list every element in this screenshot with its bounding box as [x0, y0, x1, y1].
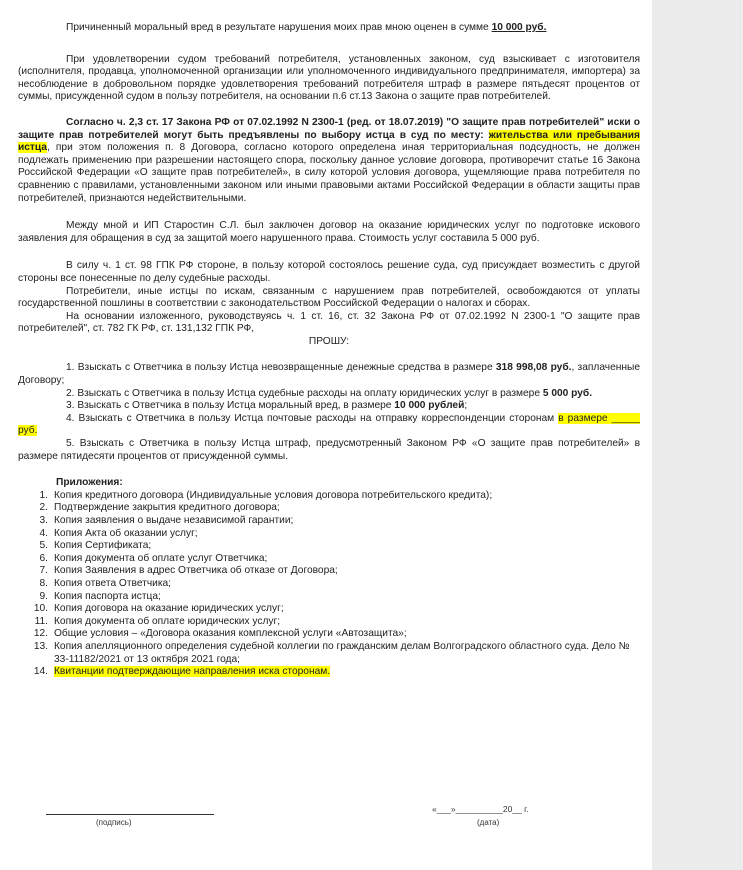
paragraph-moral-damage: Причиненный моральный вред в результате нарушения моих прав мною оценен в сумме 10 000 руб. [66, 22, 547, 33]
list-item: 11. Копия документа об оплате юридических услуг; [34, 615, 281, 627]
request-4: 4. Взыскать с Ответчика в пользу Истца почтовые расходы на отправку корреспонденции сторонам в размере _____ руб. [18, 412, 640, 437]
document-page [18, 0, 640, 679]
highlight-amount: в размере _____ руб. [18, 412, 640, 437]
list-item: 2. Подтверждение закрытия кредитного договора; [39, 502, 280, 514]
paragraph-jurisdiction: Согласно ч. 2,3 ст. 17 Закона РФ от 07.02.1992 N 2300-1 (ред. от 18.07.2019) "О защите прав потребителей" иски о защите прав потребителей могут быть предъявлены по выбору истца в суд по месту: жительства или пребывания истца, при этом положения п. 8 Договора, согласно которого определена иная территориальная подсудность, не должен подлежать применению при разрешении настоящего спора, поскольку данное условие договора, противоречит статье 16 Закона Российской Федерации «О защите прав потребителей», в силу которой условия договора, ущемляющие права потребителя по сравнению с правилами, установленными законом или иными правовыми актами Российской Федерации в области защиты прав потребителей, признаются недействительными. [18, 116, 640, 204]
list-item: 12. Общие условия – «Договора оказания комплексной услуги «Автозащита»; [33, 628, 407, 640]
request-2: 2. Взыскать с Ответчика в пользу Истца судебные расходы на оплату юридических услуг в размере 5 000 руб. [66, 387, 593, 399]
attachments-title: Приложения: [56, 477, 123, 489]
paragraph-legal-services: Между мной и ИП Старостин С.Л. был заключен договор на оказание юридических услуг по подготовке искового заявления для обращения в суд за защитой моего нарушенного права. Стоимость услуг составила 5 000 руб. [18, 220, 640, 244]
list-item: 8. Копия ответа Ответчика; [39, 577, 171, 589]
list-item: 1. Копия кредитного договора (Индивидуальные условия договора потребительского кредита); [39, 489, 493, 501]
attachments-list-last [24, 666, 640, 679]
paragraph-fine: При удовлетворении судом требований потребителя, установленных законом, суд взыскивает с изготовителя (исполнителя, продавца, уполномоченной организации или уполномоченного индивидуального предпринимателя, импортера) за несоблюдение в добровольном порядке удовлетворения требований потребителя штраф в размере пятьдесят процентов от суммы, присужденной судом в пользу потребителя, на основании п.6 ст.13 Закона о защите прав потребителей. [18, 53, 640, 103]
highlight-residence: жительства или пребывания истца [18, 129, 640, 154]
list-item: 3. Копия заявления о выдаче независимой гарантии; [39, 515, 294, 526]
signature-line [46, 814, 214, 815]
date-field: «___»__________20__ г. [432, 804, 529, 814]
list-item: 13. Копия апелляционного определения судебной коллегии по гражданским делам Волгоградского областного суда. Дело № 33-11182/2021 от 13 октября 2021 года; [33, 640, 630, 665]
paragraph-grounds: На основании изложенного, руководствуясь ч. 1 ст. 16, ст. 32 Закона РФ от 07.02.1992 N 2300-1 "О защите прав потребителей", ст. 782 ГК РФ, ст. 131,132 ГПК РФ, [18, 310, 640, 335]
list-item: 7. Копия Заявления в адрес Ответчика об отказе от Договора; [39, 565, 338, 577]
request-1: 1. Взыскать с Ответчика в пользу Истца невозвращенные денежные средства в размере 318 998,08 руб., заплаченные Договору; [18, 362, 640, 387]
signature-caption: (подпись) [96, 818, 132, 827]
list-item: 6. Копия документа об оплате услуг Ответчика; [39, 552, 268, 564]
request-5: 5. Взыскать с Ответчика в пользу Истца штраф, предусмотренный Законом РФ «О защите прав потребителей» в размере пятидесяти процентов от присужденной суммы. [18, 438, 640, 462]
list-item: 10. Копия договора на оказание юридических услуг; [33, 603, 284, 615]
right-sidebar [652, 0, 743, 870]
date-caption: (дата) [477, 818, 500, 827]
list-item: 9. Копия паспорта истца; [39, 590, 161, 602]
list-item: 14. Квитанции подтверждающие направления иска сторонам. [33, 666, 331, 678]
highlight-receipts: Квитанции подтверждающие направления иска сторонам. [54, 666, 331, 678]
list-item: 4. Копия Акта об оказании услуг; [39, 527, 198, 539]
prosu-heading: ПРОШУ: [308, 335, 350, 347]
paragraph-court-costs: В силу ч. 1 ст. 98 ГПК РФ стороне, в пользу которой состоялось решение суда, суд присуждает возместить с другой стороны все понесенные по делу судебные расходы. [18, 260, 640, 284]
paragraph-duty-exemption: Потребители, иные истцы по искам, связанным с нарушением прав потребителей, освобождаются от уплаты государственной пошлины в соответствии с законодательством Российской Федерации о налогах и сборах. [18, 285, 640, 310]
attachments-list [24, 490, 640, 666]
moral-damage-amount: 10 000 руб. [491, 22, 547, 33]
request-3: 3. Взыскать с Ответчика в пользу Истца моральный вред, в размере 10 000 рублей; [66, 400, 468, 412]
list-item: 5. Копия Сертификата; [39, 540, 152, 552]
